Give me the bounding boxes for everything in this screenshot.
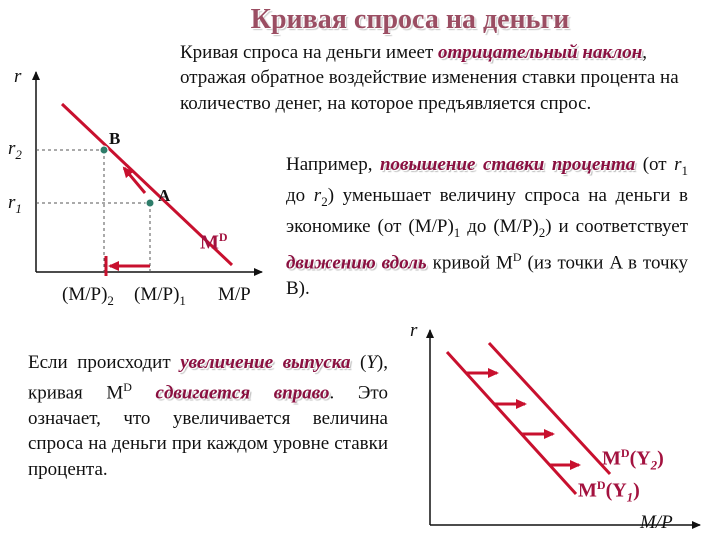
point-b: [100, 146, 108, 154]
paragraph-slope: Кривая спроса на деньги имеет отрицательный наклон, отражая обратное воздействие изменения ставки процента на количество денег, на которое предъявляется спрос.: [180, 42, 679, 114]
mp2-label: $(M/P)_2$: [62, 284, 114, 308]
point-a: [146, 199, 154, 207]
shift-arrows: [466, 373, 579, 465]
md-curve-label: $M^D$: [200, 230, 228, 254]
right-axes: [430, 330, 700, 525]
page-title: Кривая спроса на деньги: [250, 4, 570, 35]
point-b-label: B: [109, 129, 121, 148]
mp1-label: $(M/P)_1$: [134, 284, 186, 308]
right-x-axis-label: M/P: [640, 512, 673, 533]
md-y1-label: $M^D(Y_1)$: [578, 478, 640, 505]
right-y-axis-label: r: [410, 320, 418, 341]
point-a-label: A: [158, 186, 171, 205]
r2-label: $r_2$: [8, 138, 22, 162]
left-guides: [36, 150, 150, 272]
left-x-axis-label: M/P: [218, 284, 251, 305]
md-y2-label: $M^D(Y_2)$: [602, 446, 664, 473]
curve-md-y2: [489, 343, 610, 474]
r1-label: $r_1$: [8, 192, 22, 216]
left-y-axis-label: r: [14, 66, 22, 87]
paragraph-movement: Например, повышение ставки процента (от $r_1$ до $r_2$) уменьшает величину спроса на деньги в экономике (от $(M/P)_1$ до $(M/P)_2$) и соответствует движению вдоль кривой $M^D$ (из точки A в точку B).: [286, 154, 688, 299]
paragraph-shift: Если происходит увеличение выпуска (Y), кривая $M^D$ сдвигается вправо. Это означает, что увеличивается величина спроса на деньги при каждом уровне ставки процента.: [28, 352, 388, 480]
